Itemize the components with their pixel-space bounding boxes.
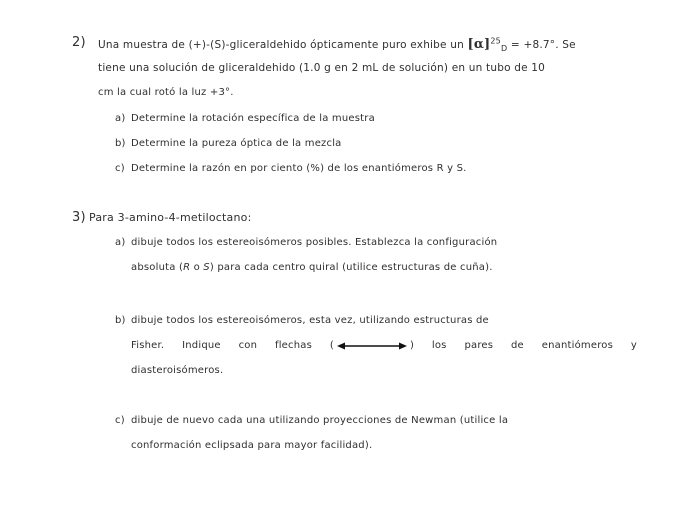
b2-word: Fisher. [131,340,165,351]
q2-b-text: Determine la pureza óptica de la mezcla [131,138,342,149]
q3-a-line2-post: ) para cada centro quiral (utilice estructuras de cuña). [209,262,493,273]
q2-c-label: c) [115,163,125,174]
b2-word: Indique [182,340,221,351]
rotation-symbol: [α] [467,37,491,52]
q3-a-line2-o: o [190,262,204,273]
b2-word: y [630,340,637,351]
q3-c-label: c) [115,415,125,426]
b2-close-paren: ) [409,340,415,351]
b2-word: enantiómeros [541,340,614,351]
q3-b-line2 [131,340,637,351]
q3-c-line2: conformación eclipsada para mayor facilidad). [131,440,373,451]
r-config: R [183,262,191,273]
q3-a-label: a) [115,237,126,248]
double-arrow-icon [337,341,407,351]
b2-word: pares [464,340,494,351]
rotation-sub: D [500,44,508,54]
b2-word: los [431,340,447,351]
q2-line1 [98,37,576,52]
q3-b-line1: dibuje todos los estereoisómeros, esta vez, utilizando estructuras de [131,315,489,326]
q2-a-label: a) [115,113,126,124]
q2-line2: tiene una solución de gliceraldehido (1.0 g en 2 mL de solución) en un tubo de 10 [98,62,546,74]
q3-a-line2 [131,262,493,273]
q3-b-line3: diasteroisómeros. [131,365,224,376]
q3-number: 3) [72,210,86,225]
b2-word: con [238,340,258,351]
s-config: S [203,262,210,273]
q3-b-label: b) [115,315,126,326]
q3-c-line1: dibuje de nuevo cada una utilizando proyecciones de Newman (utilice la [131,415,509,426]
b2-word: de [511,340,524,351]
rotation-sup: 25 [490,36,501,46]
q2-line1-text: Una muestra de (+)-(S)-gliceraldehido ópticamente puro exhibe un [98,39,464,51]
q2-c-text: Determine la razón en por ciento (%) de los enantiómeros R y S. [131,163,467,174]
q3-title: Para 3-amino-4-metiloctano: [89,211,252,224]
q2-line3: cm la cual rotó la luz +3°. [98,87,234,98]
arrow-group [330,340,414,351]
q2-a-text: Determine la rotación específica de la muestra [131,113,375,124]
q2-number: 2) [72,35,86,50]
rotation-value: = +8.7°. Se [510,39,576,51]
b2-open-paren: ( [329,340,334,351]
q2-b-label: b) [115,138,126,149]
b2-word: flechas [274,340,313,351]
q3-a-line1: dibuje todos los estereoisómeros posibles. Establezca la configuración [131,237,498,248]
q3-a-line2-pre: absoluta ( [131,262,184,273]
